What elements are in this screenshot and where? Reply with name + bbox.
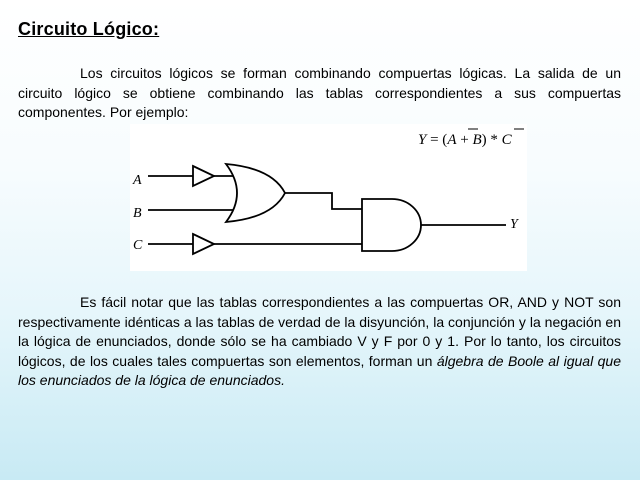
intro-paragraph: [18, 64, 621, 123]
intro-paragraph-text: Los circuitos lógicos se forman combinando compuertas lógicas. La salida de un circuito lógico se obtiene combinando las tablas correspondientes a sus compuertas componentes. Por ejemplo:: [18, 65, 621, 120]
input-label-b: B: [133, 206, 142, 221]
formula-a: A: [447, 132, 457, 148]
page-title: Circuito Lógico:: [18, 19, 160, 39]
logic-circuit-figure: [130, 124, 527, 271]
explanation-paragraph-text: Es fácil notar que las tablas correspondientes a las compuertas OR, AND y NOT son respectivamente idénticas a las tablas de verdad de la disyunción, la conjunción y la negación en la lógica de enunciados, donde sólo se ha cambiado V y F por 0 y 1. Por lo tanto, los circuitos lógicos, de los cuales tales compuertas son elementos, forman un: [18, 294, 621, 369]
wire-or-to-and: [285, 193, 362, 209]
not-gate-a: [193, 166, 214, 186]
explanation-paragraph-italic: álgebra de Boole al igual que los enunciados de la lógica de enunciados.: [18, 352, 621, 388]
input-label-c: C: [133, 238, 143, 253]
input-label-a: A: [133, 173, 142, 188]
circuit-formula: [418, 132, 513, 148]
and-gate: [362, 199, 421, 251]
not-gate-c: [193, 234, 214, 254]
formula-close: ) *: [481, 132, 502, 148]
formula-lhs: Y: [418, 132, 427, 148]
formula-b: B: [472, 132, 482, 148]
logic-circuit-diagram: [130, 124, 527, 271]
formula-plus: +: [456, 132, 473, 148]
output-label-y: Y: [510, 217, 518, 232]
explanation-paragraph: [18, 293, 621, 391]
formula-eq: = (: [426, 132, 448, 148]
formula-c: C: [501, 132, 512, 148]
or-gate: [226, 164, 285, 222]
